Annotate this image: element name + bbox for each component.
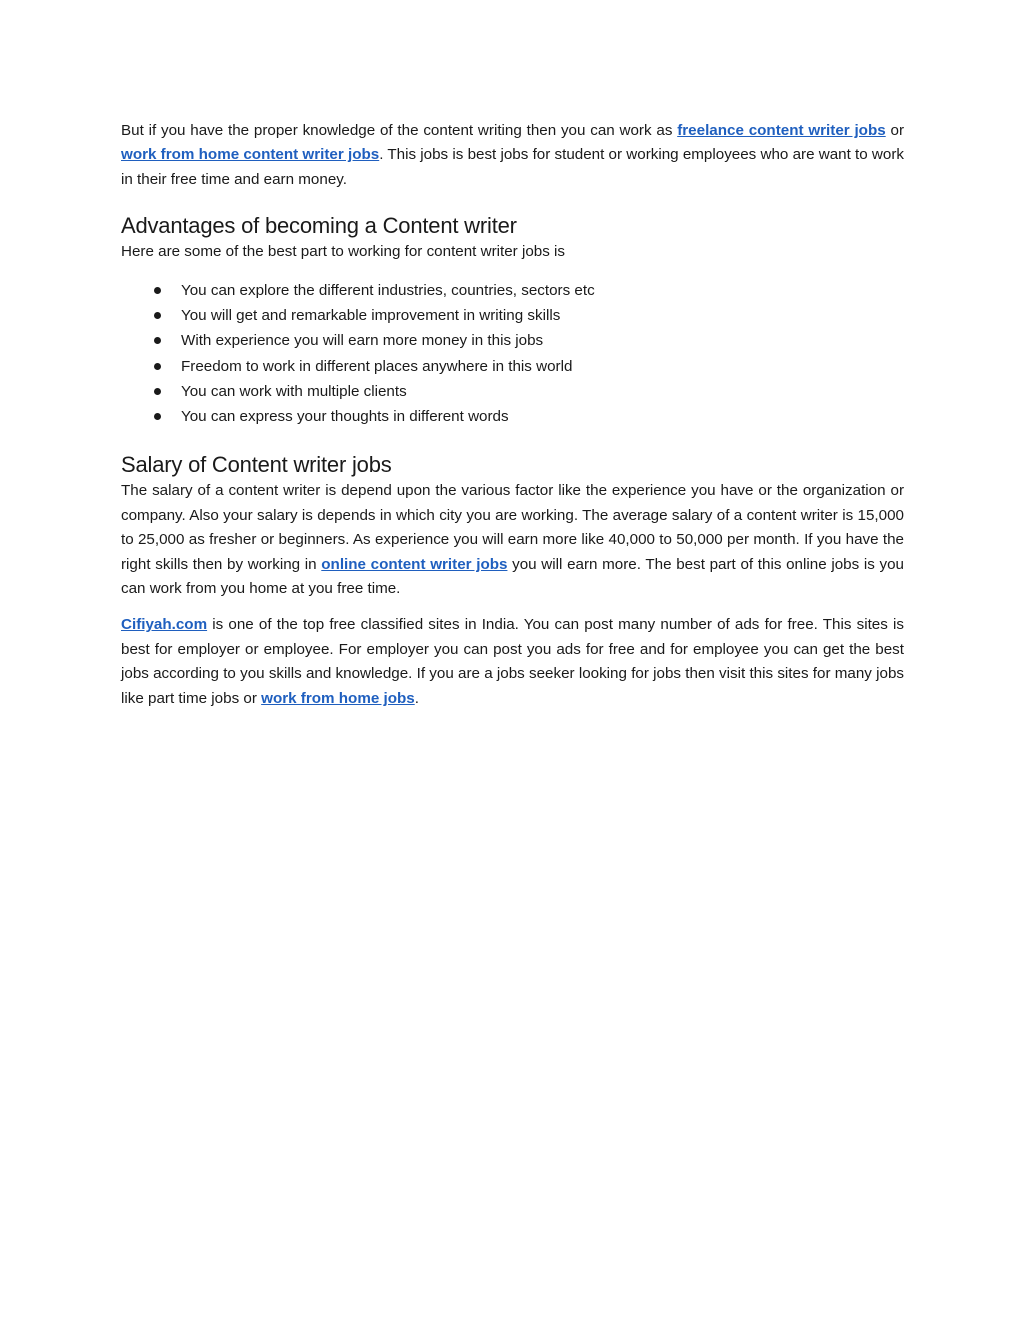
intro-paragraph bbox=[121, 119, 904, 192]
intro-text-b: or bbox=[885, 122, 904, 139]
freelance-content-writer-jobs-link[interactable]: freelance content writer jobs bbox=[677, 122, 886, 139]
intro-text-a: But if you have the proper knowledge of the content writing then you can work as bbox=[121, 122, 678, 139]
salary-paragraph bbox=[121, 479, 904, 601]
salary-text-a: The salary of a content writer is depend upon the various factor like the experience you have or the organization or company. Also your salary is depends in which city you are working. The average salary of a content writer is 15,000 to 25,000 as fresher or beginners. As experience you will earn more like 40,000 to 50,000 per month. If you have the right skills then by working in bbox=[121, 482, 904, 573]
cifiyah-link[interactable]: Cifiyah.com bbox=[121, 616, 208, 634]
list-item: With experience you will earn more money in this jobs bbox=[121, 328, 904, 353]
cifiyah-text-b: . bbox=[414, 689, 419, 707]
bullet-icon bbox=[154, 388, 161, 395]
advantages-heading: Advantages of becoming a Content writer bbox=[121, 213, 517, 239]
work-from-home-jobs-link[interactable]: work from home jobs bbox=[261, 689, 415, 707]
work-from-home-content-writer-jobs-link[interactable]: work from home content writer jobs bbox=[121, 146, 380, 164]
list-item: You can work with multiple clients bbox=[121, 379, 904, 404]
online-content-writer-jobs-link[interactable]: online content writer jobs bbox=[321, 555, 508, 573]
cifiyah-text-a: is one of the top free classified sites in India. You can post many number of ads for free. This sites is best for employer or employee. For employer you can post you ads for free and for employee you can get the best jobs according to you skills and knowledge. If you are a jobs seeker looking for jobs then visit this sites for many jobs like part time jobs or bbox=[121, 616, 904, 707]
advantages-intro: Here are some of the best part to working for content writer jobs is bbox=[121, 243, 566, 261]
bullet-icon bbox=[154, 413, 161, 420]
cifiyah-paragraph bbox=[121, 613, 904, 711]
list-item: You can express your thoughts in different words bbox=[121, 404, 904, 429]
salary-text-b: you will earn more. The best part of this online jobs is you can work from you home at you free time. bbox=[121, 555, 904, 598]
list-item: You will get and remarkable improvement in writing skills bbox=[121, 303, 904, 328]
advantages-list bbox=[121, 278, 904, 430]
intro-text-c: . This jobs is best jobs for student or working employees who are want to work in their free time and earn money. bbox=[121, 146, 904, 188]
salary-heading: Salary of Content writer jobs bbox=[121, 452, 392, 478]
bullet-icon bbox=[154, 363, 161, 370]
bullet-icon bbox=[154, 312, 161, 319]
bullet-icon bbox=[154, 337, 161, 344]
list-item: You can explore the different industries, countries, sectors etc bbox=[121, 278, 904, 303]
list-item: Freedom to work in different places anywhere in this world bbox=[121, 354, 904, 379]
bullet-icon bbox=[154, 287, 161, 294]
document-page bbox=[121, 119, 904, 711]
